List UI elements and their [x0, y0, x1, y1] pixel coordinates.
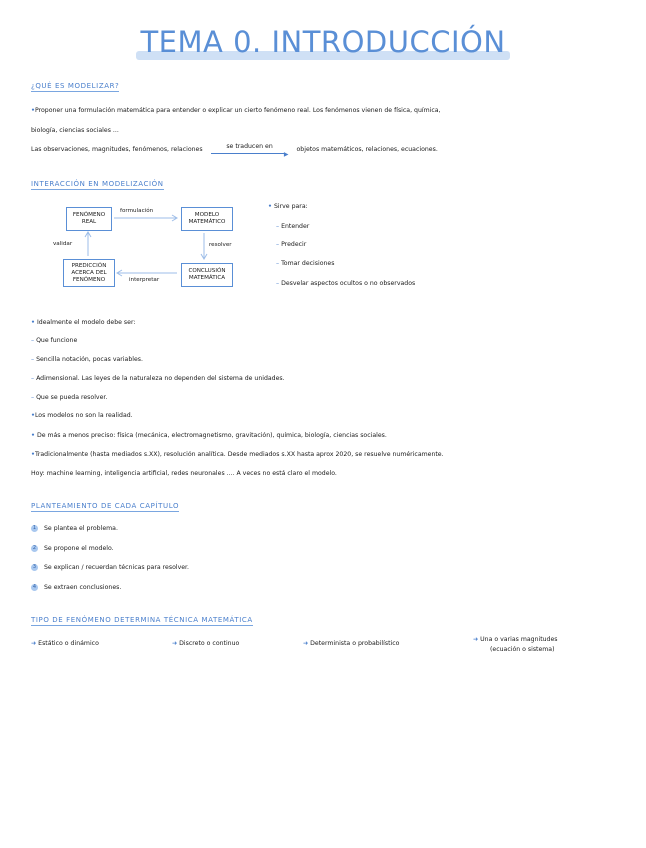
sirve-item-desvelar: – Desvelar aspectos ocultos o no observados [276, 280, 416, 287]
tipo-item-discreto: ➜ Discreto o continuo [172, 640, 240, 647]
tipo-item-magnitudes: ➜ Una o varias magnitudes [473, 636, 558, 643]
tipo-item-magnitudes-sub: (ecuación o sistema) [490, 646, 555, 653]
ideal-item-4: – Que se pueda resolver. [31, 394, 108, 401]
sirve-item-decisiones: – Tomar decisiones [276, 260, 335, 267]
sirve-heading: • Sirve para: [268, 203, 308, 210]
planteamiento-item-3: 3 Se explican / recuerdan técnicas para resolver. [32, 563, 189, 571]
bullet-preciso: • De más a menos preciso: física (mecánica, electromagnetismo, gravitación), química, biología, ciencias sociales. [31, 432, 387, 439]
section-heading-planteamiento: PLANTEAMIENTO DE CADA CAPÍTULO [31, 502, 180, 510]
modelizar-line-3: Las observaciones, magnitudes, fenómenos, relaciones se traducen en ▶ objetos matemáticos, relaciones, ecuaciones. [31, 143, 438, 158]
ideal-item-3: – Adimensional. Las leyes de la naturaleza no dependen del sistema de unidades. [31, 375, 285, 382]
bullet-realidad: •Los modelos no son la realidad. [31, 412, 133, 419]
ideal-item-2: – Sencilla notación, pocas variables. [31, 356, 143, 363]
modelizar-line-2: biología, ciencias sociales ... [31, 127, 119, 134]
planteamiento-item-4: 4 Se extraen conclusiones. [32, 583, 122, 591]
label-resolver: resolver [209, 242, 232, 248]
box-prediccion: PREDICCIÓN ACERCA DEL FENÓMENO [63, 259, 115, 287]
tipo-item-estatico: ➜ Estático o dinámico [31, 640, 99, 647]
ideal-heading: • Idealmente el modelo debe ser: [31, 319, 136, 326]
hoy-line: Hoy: machine learning, inteligencia artificial, redes neuronales .... A veces no está claro el modelo. [31, 470, 337, 477]
label-interpretar: interpretar [129, 277, 160, 283]
tipo-item-determinista: ➜ Determinista o probabilístico [303, 640, 400, 647]
planteamiento-item-2: 2 Se propone el modelo. [32, 544, 114, 552]
section-heading-tipo: TIPO DE FENÓMENO DETERMINA TÉCNICA MATEMÁTICA [31, 616, 253, 624]
box-conclusion: CONCLUSIÓN MATEMÁTICA [181, 263, 233, 287]
label-formulacion: formulación [120, 208, 154, 214]
ideal-item-1: – Que funcione [31, 337, 78, 344]
bullet-tradicional: •Tradicionalmente (hasta mediados s.XX), resolución analítica. Desde mediados s.XX hasta aprox 2020, se resuelve numéricamente. [31, 451, 444, 458]
page-title: TEMA 0. INTRODUCCIÓN [140, 22, 505, 62]
sirve-item-predecir: – Predecir [276, 241, 307, 248]
sirve-item-entender: – Entender [276, 223, 310, 230]
label-validar: validar [53, 241, 73, 247]
planteamiento-item-1: 1 Se plantea el problema. [32, 524, 118, 532]
section-heading-interaccion: INTERACCIÓN EN MODELIZACIÓN [31, 180, 164, 188]
modelizar-line-1: •Proponer una formulación matemática para entender o explicar un cierto fenómeno real. Los fenómenos vienen de física, química, [31, 107, 441, 114]
section-heading-modelizar: ¿QUÉ ES MODELIZAR? [31, 82, 120, 90]
box-fenomeno-real: FENÓMENO REAL [66, 207, 112, 231]
box-modelo-matematico: MODELO MATEMÁTICO [181, 207, 233, 231]
traduce-arrow: se traducen en ▶ [211, 145, 289, 154]
